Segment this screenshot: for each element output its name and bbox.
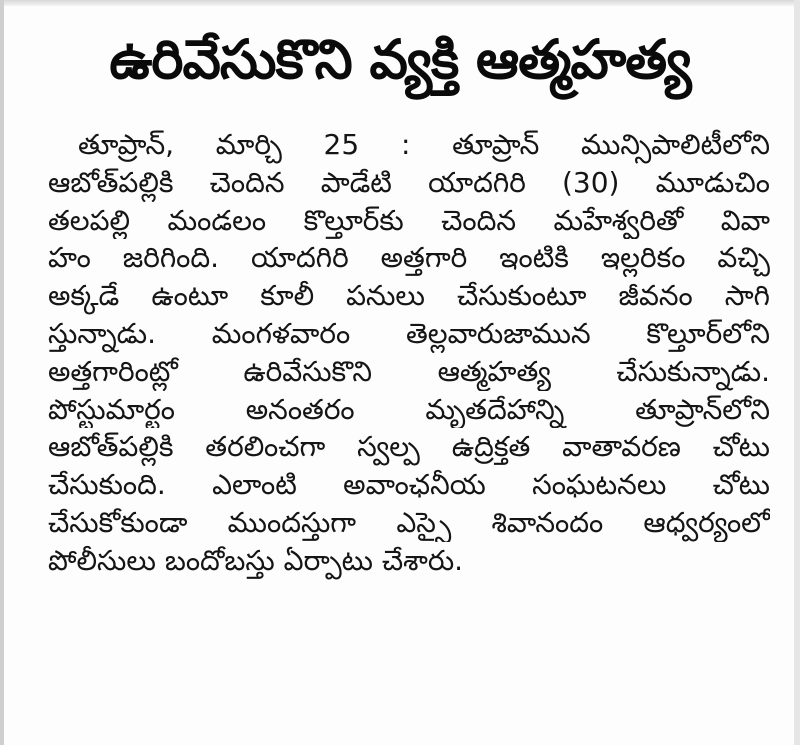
article-line: అక్కడే ఉంటూ కూలీ పనులు చేసుకుంటూ జీవనం సాగి xyxy=(48,279,770,313)
top-border xyxy=(0,0,800,6)
article-line: పోలీసులు బందోబస్తు ఏర్పాటు చేశారు. xyxy=(48,543,464,577)
cropped-next-headline xyxy=(240,726,540,745)
article-line: ఆబోత్‌పల్లికి తరలించగా స్వల్ప ఉద్రిక్తత వాతావరణ చోటు xyxy=(48,430,770,464)
right-border xyxy=(794,0,800,745)
article-line: ఆబోత్‌పల్లికి చెందిన పాడేటి యాదగిరి (30) మూడుచిం xyxy=(48,165,770,199)
article-line: తూప్రాన్, మార్చి 25 : తూప్రాన్ మున్సిపాలిటీలోని xyxy=(78,128,770,161)
headline: ఉరివేసుకొని వ్యక్తి ఆత్మహత్య xyxy=(109,28,691,91)
article-body xyxy=(48,126,770,580)
left-border xyxy=(0,0,4,745)
article-line: అత్తగారింట్లో ఉరివేసుకొని ఆత్మహత్య చేసుకున్నాడు. xyxy=(48,354,770,388)
article-line: పోస్టుమార్టం అనంతరం మృతదేహాన్ని తూప్రాన్‌లోని xyxy=(48,392,770,426)
article-line: హం జరిగింది. యాదగిరి అత్తగారి ఇంటికి ఇల్లరికం వచ్చి xyxy=(48,241,770,275)
article-line: స్తున్నాడు. మంగళవారం తెల్లవారుజామున కొల్తూర్‌లోని xyxy=(48,316,770,350)
article-line: చేసుకుంది. ఎలాంటి అవాంఛనీయ సంఘటనలు చోటు xyxy=(48,468,770,502)
article-line: చేసుకోకుండా ముందస్తుగా ఎస్సై శివానందం ఆధ్వర్యంలో xyxy=(48,505,770,539)
article-line: తలపల్లి మండలం కొల్తూర్‌కు చెందిన మహేశ్వరితో వివా xyxy=(48,203,770,237)
